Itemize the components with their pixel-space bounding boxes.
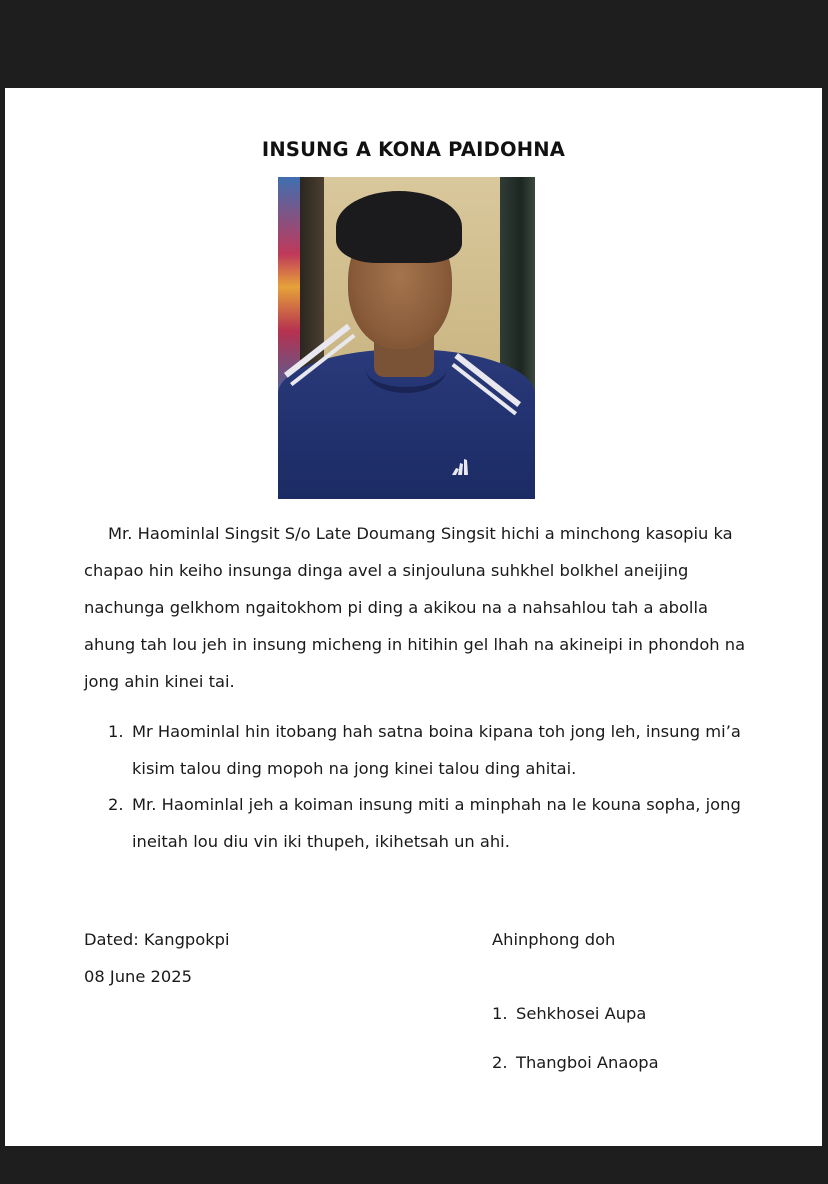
paragraph-line: nachunga gelkhom ngaitokhom pi ding a akikou na a nahsahlou tah a abolla bbox=[84, 598, 708, 617]
date: 08 June 2025 bbox=[84, 967, 192, 986]
signatory-name: Sehkhosei Aupa bbox=[516, 1004, 647, 1023]
list-line: ineitah lou diu vin iki thupeh, ikihetsah un ahi. bbox=[132, 832, 510, 851]
paragraph-line: chapao hin keiho insunga dinga avel a sinjouluna suhkhel bolkhel aneijing bbox=[84, 561, 689, 580]
list-number: 2. bbox=[108, 795, 124, 814]
list-number: 2. bbox=[492, 1053, 508, 1072]
shirt-logo-icon bbox=[450, 459, 472, 477]
portrait-photo bbox=[278, 177, 535, 499]
signatory-name: Thangboi Anaopa bbox=[516, 1053, 659, 1072]
list-line: kisim talou ding mopoh na jong kinei talou ding ahitai. bbox=[132, 759, 577, 778]
list-number: 1. bbox=[108, 722, 124, 741]
list-line: Mr. Haominlal jeh a koiman insung miti a minphah na le kouna sopha, jong bbox=[132, 795, 741, 814]
paragraph-line: jong ahin kinei tai. bbox=[84, 672, 235, 691]
document-page bbox=[5, 88, 822, 1146]
signatories-heading: Ahinphong doh bbox=[492, 930, 616, 949]
dated-label: Dated: Kangpokpi bbox=[84, 930, 230, 949]
list-line: Mr Haominlal hin itobang hah satna boina kipana toh jong leh, insung mi’a bbox=[132, 722, 741, 741]
list-number: 1. bbox=[492, 1004, 508, 1023]
paragraph-line: Mr. Haominlal Singsit S/o Late Doumang Singsit hichi a minchong kasopiu ka bbox=[108, 524, 733, 543]
document-title: INSUNG A KONA PAIDOHNA bbox=[261, 138, 566, 161]
paragraph-line: ahung tah lou jeh in insung micheng in hitihin gel lhah na akineipi in phondoh na bbox=[84, 635, 746, 654]
hair bbox=[336, 191, 462, 263]
